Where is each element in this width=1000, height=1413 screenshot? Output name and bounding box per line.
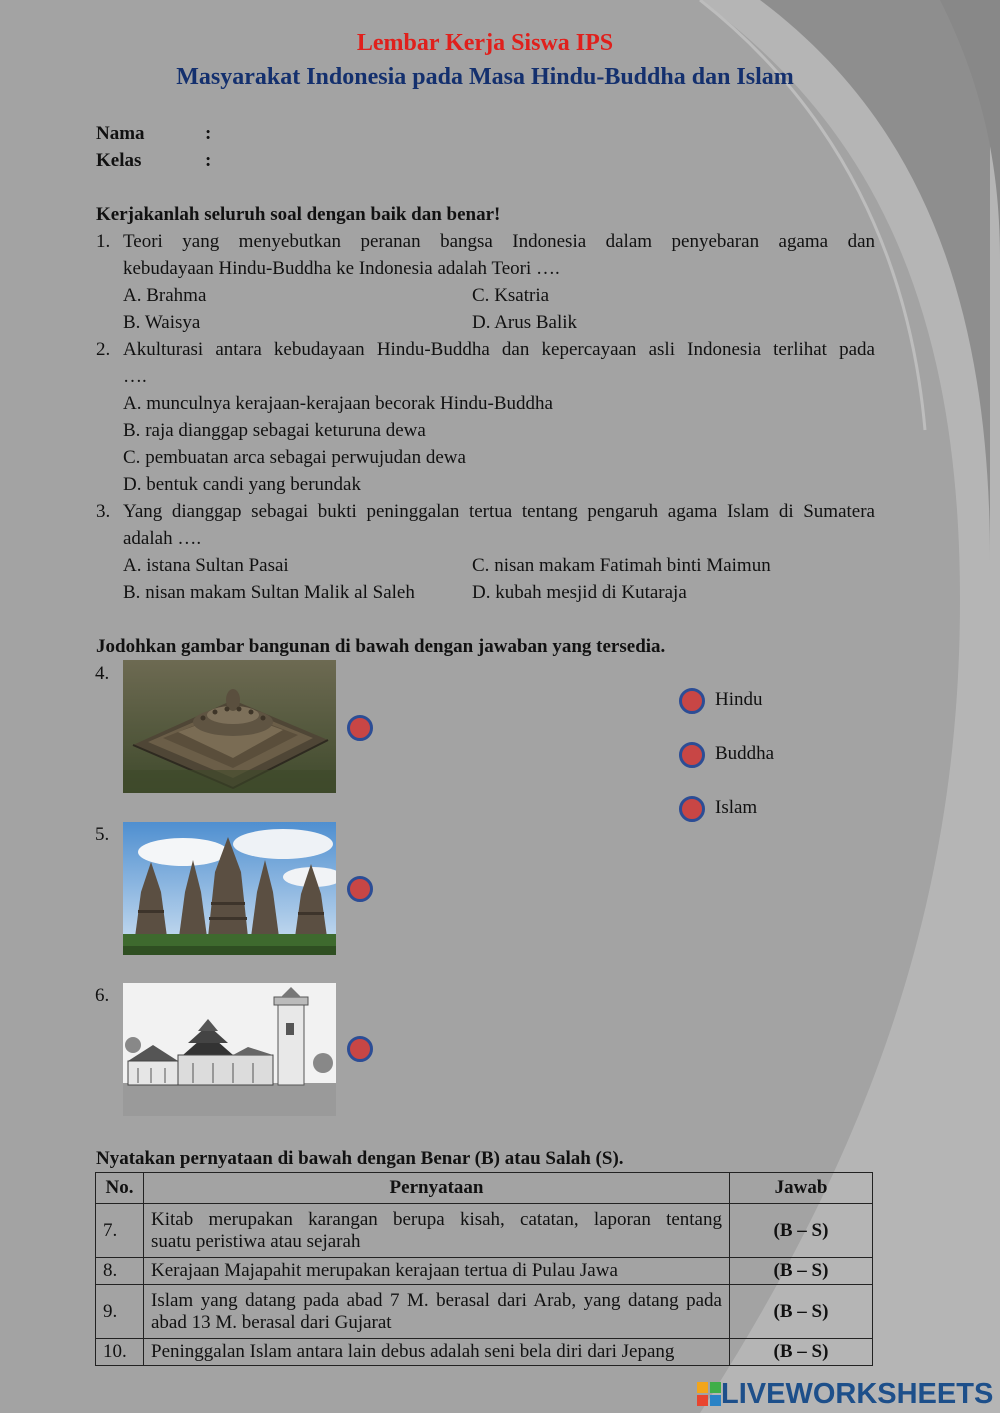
question-number: 1.: [96, 231, 111, 252]
option-text: bentuk candi yang berundak: [146, 474, 361, 495]
header-answer: Jawab: [730, 1173, 873, 1204]
question-number: 3.: [96, 501, 111, 522]
question-text: kebudayaan Hindu-Buddha ke Indonesia adalah Teori ….: [123, 258, 560, 279]
table-row: [96, 1204, 873, 1258]
option-letter: C.: [472, 285, 490, 306]
borobudur-temple-photo: [123, 660, 336, 793]
worksheet-title: Lembar Kerja Siswa IPS: [356, 30, 614, 56]
match-dot-item-6[interactable]: [347, 1036, 373, 1062]
table-header-row: [96, 1173, 873, 1204]
old-mosque-tower-photo: [123, 983, 336, 1116]
row-number: 9.: [96, 1285, 144, 1339]
option-text: istana Sultan Pasai: [146, 555, 289, 576]
match-dot-item-5[interactable]: [347, 876, 373, 902]
option-letter: C.: [472, 555, 490, 576]
item-number: 5.: [95, 824, 110, 845]
item-number: 6.: [95, 985, 110, 1006]
option-letter: A.: [123, 393, 142, 414]
table-row: [96, 1258, 873, 1285]
option-d[interactable]: [472, 312, 577, 334]
statement-line: Islam yang datang pada abad 7 M. berasal dari Arab, yang datang pada: [151, 1289, 722, 1311]
item-number: 4.: [95, 663, 110, 684]
match-dot-islam[interactable]: [679, 796, 705, 822]
question-text: Teori yang menyebutkan peranan bangsa Indonesia dalam penyebaran agama dan: [123, 231, 875, 252]
table-row: [96, 1339, 873, 1366]
option-b[interactable]: [123, 312, 200, 334]
question-text: adalah ….: [123, 528, 202, 549]
row-statement: [144, 1258, 730, 1285]
match-dot-hindu[interactable]: [679, 688, 705, 714]
question-text: Akulturasi antara kebudayaan Hindu-Buddha dan kepercayaan asli Indonesia terlihat pada: [123, 339, 875, 360]
option-a[interactable]: [123, 285, 206, 307]
match-dot-buddha[interactable]: [679, 742, 705, 768]
brand-name: LIVEWORKSHEETS: [721, 1377, 994, 1410]
option-text: raja dianggap sebagai keturuna dewa: [145, 420, 426, 441]
option-text: Waisya: [144, 312, 201, 333]
section1-instruction: Kerjakanlah seluruh soal dengan baik dan benar!: [96, 204, 501, 225]
option-letter: B.: [123, 420, 141, 441]
option-text: Brahma: [146, 285, 207, 306]
option-letter: B.: [123, 312, 141, 333]
row-answer[interactable]: (B – S): [730, 1258, 873, 1285]
option-letter: B.: [123, 582, 141, 603]
statement-line: abad 13 M. berasal dari Gujarat: [151, 1311, 392, 1333]
header-statement: Pernyataan: [144, 1173, 730, 1204]
row-answer[interactable]: (B – S): [730, 1285, 873, 1339]
option-c[interactable]: [472, 285, 549, 307]
answer-buddha: Buddha: [715, 743, 775, 764]
option-letter: D.: [472, 312, 491, 333]
name-label: Nama: [96, 123, 145, 144]
row-statement: [144, 1204, 730, 1258]
table-row: [96, 1285, 873, 1339]
question-number: 2.: [96, 339, 111, 360]
class-label: Kelas: [96, 150, 142, 171]
answer-hindu: Hindu: [715, 689, 763, 710]
option-letter: D.: [472, 582, 491, 603]
header-no: No.: [96, 1173, 144, 1204]
row-number: 8.: [96, 1258, 144, 1285]
option-text: Arus Balik: [494, 312, 578, 333]
option-c[interactable]: [123, 447, 466, 469]
option-b[interactable]: [123, 582, 415, 604]
row-statement: [144, 1339, 730, 1366]
question-text: ….: [123, 366, 147, 387]
statement-line: Kerajaan Majapahit merupakan kerajaan tertua di Pulau Jawa: [151, 1260, 618, 1281]
option-d[interactable]: [123, 474, 361, 496]
option-text: kubah mesjid di Kutaraja: [495, 582, 687, 603]
question-text: Yang dianggap sebagai bukti peninggalan tertua tentang pengaruh agama Islam di Sumatera: [123, 501, 875, 522]
name-colon: :: [205, 123, 212, 144]
option-c[interactable]: [472, 555, 771, 577]
row-statement: [144, 1285, 730, 1339]
class-colon: :: [205, 150, 212, 171]
section2-instruction: Jodohkan gambar bangunan di bawah dengan jawaban yang tersedia.: [96, 636, 666, 657]
answer-islam: Islam: [715, 797, 758, 818]
option-letter: A.: [123, 555, 142, 576]
option-letter: C.: [123, 447, 141, 468]
worksheet-subtitle: Masyarakat Indonesia pada Masa Hindu-Buddha dan Islam: [176, 64, 794, 90]
option-b[interactable]: [123, 420, 426, 442]
option-text: Ksatria: [494, 285, 550, 306]
row-answer[interactable]: (B – S): [730, 1204, 873, 1258]
row-number: 7.: [96, 1204, 144, 1258]
row-number: 10.: [96, 1339, 144, 1366]
statement-line: Peninggalan Islam antara lain debus adalah seni bela diri dari Jepang: [151, 1341, 675, 1362]
option-d[interactable]: [472, 582, 687, 604]
match-dot-item-4[interactable]: [347, 715, 373, 741]
option-text: nisan makam Sultan Malik al Saleh: [145, 582, 415, 603]
option-letter: A.: [123, 285, 142, 306]
prambanan-temple-photo: [123, 822, 336, 955]
statement-table: [95, 1172, 873, 1366]
row-answer[interactable]: (B – S): [730, 1339, 873, 1366]
liveworksheets-logo: [697, 1378, 993, 1410]
option-a[interactable]: [123, 393, 553, 415]
option-text: pembuatan arca sebagai perwujudan dewa: [145, 447, 466, 468]
section3-instruction: Nyatakan pernyataan di bawah dengan Benar (B) atau Salah (S).: [96, 1148, 624, 1169]
option-letter: D.: [123, 474, 142, 495]
option-text: munculnya kerajaan-kerajaan becorak Hindu-Buddha: [146, 393, 553, 414]
option-text: nisan makam Fatimah binti Maimun: [494, 555, 771, 576]
option-a[interactable]: [123, 555, 289, 577]
statement-line: Kitab merupakan karangan berupa kisah, catatan, laporan tentang: [151, 1208, 722, 1230]
statement-line: suatu peristiwa atau sejarah: [151, 1230, 361, 1252]
liveworksheets-icon: [697, 1382, 721, 1406]
